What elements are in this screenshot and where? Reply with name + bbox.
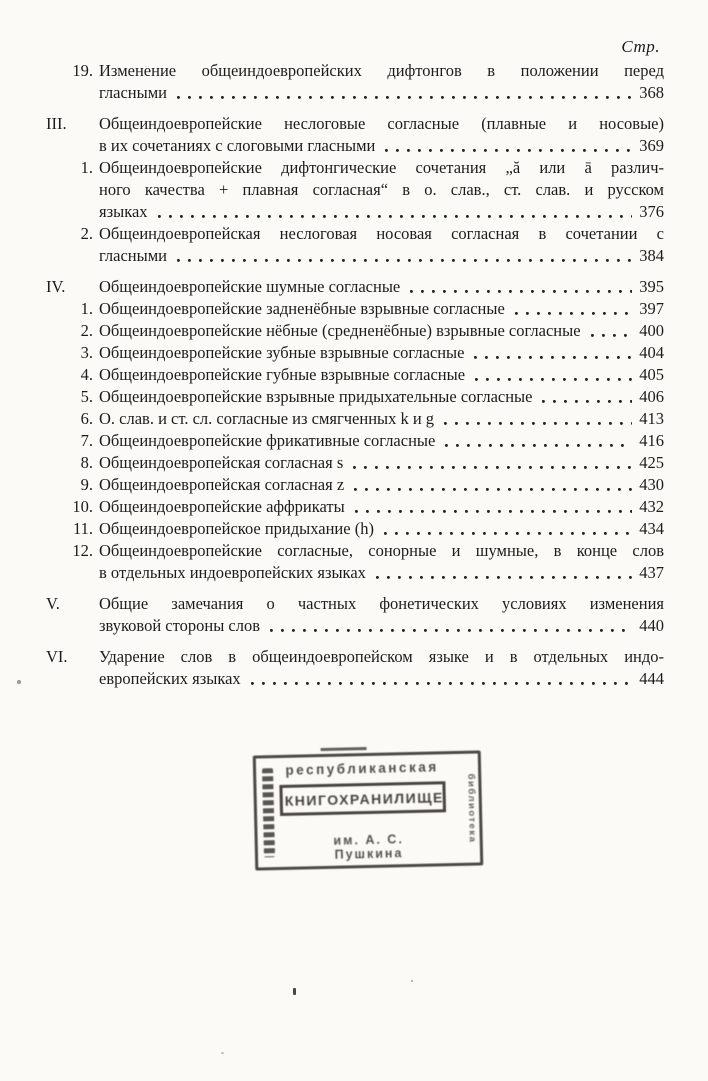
dot-leader bbox=[445, 430, 632, 452]
toc-entry-line-text: Общеиндоевропейские губные взрывные согласные bbox=[99, 365, 466, 384]
stamp-text-bottom: им. А. С. Пушкина bbox=[333, 832, 404, 862]
stamp-text-top: республиканская bbox=[285, 759, 439, 778]
toc-entry-line-text: Общеиндоевропейские зубные взрывные согласные bbox=[99, 343, 465, 362]
toc-entry bbox=[46, 452, 664, 474]
toc-entry-line: Общеиндоевропейские согласные, сонорные и шумные, в конце слов bbox=[99, 541, 664, 560]
toc-entry-number: 1. bbox=[80, 158, 93, 177]
toc-entry-number: 2. bbox=[80, 224, 93, 243]
toc-entry-page-number: 404 bbox=[639, 343, 664, 362]
page-column-header: Стр. bbox=[621, 37, 660, 56]
toc-entry-last-line bbox=[99, 518, 664, 540]
stamp-text-center: КНИГОХРАНИЛИЩЕ bbox=[279, 781, 446, 816]
toc-entry bbox=[46, 157, 664, 223]
toc-entry-page-number: 397 bbox=[639, 299, 664, 318]
toc-entry-text bbox=[99, 364, 664, 386]
toc-entry-line-text: О. слав. и ст. сл. согласные из смягченных k и g bbox=[99, 409, 435, 428]
toc-entry-number: 4. bbox=[80, 365, 93, 384]
toc-entry-line: Общеиндоевропейские неслоговые согласные (плавные и носовые) bbox=[99, 114, 664, 133]
ink-speck bbox=[411, 980, 413, 982]
toc-list bbox=[46, 60, 664, 690]
toc-entry-text bbox=[99, 540, 664, 584]
toc-entry-last-line bbox=[99, 386, 664, 408]
toc-entry-page-number: 369 bbox=[639, 136, 664, 155]
toc-entry-line-text: Общеиндоевропейские шумные согласные bbox=[99, 277, 401, 296]
toc-entry-last-line bbox=[99, 82, 664, 104]
toc-entry-text bbox=[99, 320, 664, 342]
toc-entry-page-number: 405 bbox=[639, 365, 664, 384]
toc-entry bbox=[46, 298, 664, 320]
toc-entry-number: III. bbox=[46, 114, 67, 133]
toc-entry-last-line bbox=[99, 364, 664, 386]
dot-leader bbox=[354, 474, 632, 496]
toc-entry bbox=[46, 342, 664, 364]
toc-entry-number: 7. bbox=[80, 431, 93, 450]
toc-entry-line-text: европейских языках bbox=[99, 669, 241, 688]
toc-entry-number: 19. bbox=[72, 61, 93, 80]
toc-entry bbox=[46, 60, 664, 104]
toc-entry-page-number: 368 bbox=[639, 83, 664, 102]
table-of-contents bbox=[46, 36, 664, 690]
toc-entry-last-line bbox=[99, 668, 664, 690]
toc-entry-line-text: гласными bbox=[99, 83, 167, 102]
ink-speck bbox=[221, 1052, 224, 1054]
toc-entry-text bbox=[99, 496, 664, 518]
toc-entry-last-line bbox=[99, 342, 664, 364]
ink-speck bbox=[293, 988, 296, 995]
dot-leader bbox=[177, 245, 632, 267]
toc-entry-text bbox=[99, 157, 664, 223]
toc-entry-text bbox=[99, 386, 664, 408]
toc-entry-line: Общеиндоевропейские дифтонгические сочетания „ă или ā различ- bbox=[99, 158, 664, 177]
toc-entry bbox=[46, 646, 664, 690]
toc-entry-last-line bbox=[99, 320, 664, 342]
dot-leader bbox=[353, 452, 632, 474]
toc-entry-line: Изменение общеиндоевропейских дифтонгов в положении перед bbox=[99, 61, 664, 80]
toc-entry-line-text: гласными bbox=[99, 246, 167, 265]
toc-entry-line-text: в отдельных индоевропейских языках bbox=[99, 563, 366, 582]
toc-entry bbox=[46, 276, 664, 298]
toc-entry-last-line bbox=[99, 452, 664, 474]
toc-entry-line-text: Общеиндоевропейская согласная s bbox=[99, 453, 344, 472]
toc-entry-text bbox=[99, 276, 664, 298]
toc-entry-text bbox=[99, 430, 664, 452]
dot-leader bbox=[158, 201, 633, 223]
toc-entry-page-number: 434 bbox=[639, 519, 664, 538]
dot-leader bbox=[177, 82, 632, 104]
toc-entry-page-number: 425 bbox=[639, 453, 664, 472]
toc-entry bbox=[46, 223, 664, 267]
toc-entry-page-number: 376 bbox=[639, 202, 664, 221]
dot-leader bbox=[475, 364, 632, 386]
toc-entry-line-text: в их сочетаниях с слоговыми гласными bbox=[99, 136, 376, 155]
toc-entry-line-text: Общеиндоевропейское придыхание (h) bbox=[99, 519, 374, 538]
toc-entry-line-text: звуковой стороны слов bbox=[99, 616, 261, 635]
toc-entry-line: Общеиндоевропейская неслоговая носовая согласная в сочетании с bbox=[99, 224, 664, 243]
toc-entry-line-text: Общеиндоевропейские аффрикаты bbox=[99, 497, 345, 516]
toc-entry-text bbox=[99, 342, 664, 364]
toc-entry-number: 5. bbox=[80, 387, 93, 406]
stamp-left-smudge bbox=[262, 768, 275, 857]
toc-entry-page-number: 395 bbox=[639, 277, 664, 296]
toc-entry-text bbox=[99, 593, 664, 637]
toc-entry bbox=[46, 408, 664, 430]
toc-entry-line: Ударение слов в общеиндоевропейском языке и в отдельных индо- bbox=[99, 647, 664, 666]
dot-leader bbox=[376, 562, 632, 584]
toc-entry-line-text: Общеиндоевропейские взрывные придыхательные согласные bbox=[99, 387, 533, 406]
toc-entry-number: V. bbox=[46, 594, 60, 613]
toc-entry-page-number: 416 bbox=[639, 431, 664, 450]
toc-entry bbox=[46, 474, 664, 496]
toc-entry-line-text: языках bbox=[99, 202, 148, 221]
toc-entry-last-line bbox=[99, 276, 664, 298]
toc-entry-last-line bbox=[99, 245, 664, 267]
toc-entry-last-line bbox=[99, 562, 664, 584]
toc-entry-text bbox=[99, 518, 664, 540]
toc-entry-text bbox=[99, 60, 664, 104]
toc-entry bbox=[46, 430, 664, 452]
toc-entry bbox=[46, 113, 664, 157]
toc-entry-text bbox=[99, 408, 664, 430]
dot-leader bbox=[474, 342, 632, 364]
stamp-ink-mark bbox=[321, 747, 367, 751]
toc-entry bbox=[46, 386, 664, 408]
toc-entry-number: 8. bbox=[80, 453, 93, 472]
toc-entry-number: IV. bbox=[46, 277, 66, 296]
toc-entry-text bbox=[99, 452, 664, 474]
toc-entry bbox=[46, 496, 664, 518]
dot-leader bbox=[542, 386, 632, 408]
dot-leader bbox=[270, 615, 632, 637]
dot-leader bbox=[385, 135, 632, 157]
toc-entry bbox=[46, 320, 664, 342]
toc-entry-line: Общие замечания о частных фонетических условиях изменения bbox=[99, 594, 664, 613]
toc-entry-number: 6. bbox=[80, 409, 93, 428]
toc-entry-page-number: 437 bbox=[639, 563, 664, 582]
toc-entry-last-line bbox=[99, 298, 664, 320]
toc-entry-page-number: 406 bbox=[639, 387, 664, 406]
toc-entry-page-number: 444 bbox=[639, 669, 664, 688]
toc-entry-last-line bbox=[99, 474, 664, 496]
toc-entry-line-text: Общеиндоевропейские фрикативные согласные bbox=[99, 431, 436, 450]
toc-entry-text bbox=[99, 298, 664, 320]
toc-entry-last-line bbox=[99, 615, 664, 637]
toc-entry-text bbox=[99, 113, 664, 157]
toc-entry-page-number: 430 bbox=[639, 475, 664, 494]
toc-entry-last-line bbox=[99, 201, 664, 223]
toc-entry bbox=[46, 364, 664, 386]
toc-entry-line-text: Общеиндоевропейская согласная z bbox=[99, 475, 345, 494]
ink-speck bbox=[17, 680, 21, 684]
toc-entry-text bbox=[99, 223, 664, 267]
stamp-text-right-vertical: библиотека bbox=[465, 773, 478, 844]
toc-entry-page-number: 400 bbox=[639, 321, 664, 340]
dot-leader bbox=[591, 320, 633, 342]
toc-entry-page-number: 413 bbox=[639, 409, 664, 428]
toc-entry-line-text: Общеиндоевропейские нёбные (средненёбные) взрывные согласные bbox=[99, 321, 581, 340]
toc-entry bbox=[46, 593, 664, 637]
toc-entry bbox=[46, 540, 664, 584]
toc-entry-last-line bbox=[99, 135, 664, 157]
toc-entry-number: 11. bbox=[72, 519, 93, 538]
dot-leader bbox=[515, 298, 632, 320]
dot-leader bbox=[444, 408, 632, 430]
dot-leader bbox=[355, 496, 633, 518]
toc-entry-page-number: 384 bbox=[639, 246, 664, 265]
toc-entry-text bbox=[99, 474, 664, 496]
dot-leader bbox=[384, 518, 632, 540]
toc-entry-number: 12. bbox=[72, 541, 93, 560]
toc-entry-number: 2. bbox=[80, 321, 93, 340]
toc-entry-line: ного качества + плавная согласная“ в о. слав., ст. слав. и русском bbox=[99, 180, 664, 199]
toc-entry-number: 3. bbox=[80, 343, 93, 362]
toc-entry-number: 1. bbox=[80, 299, 93, 318]
toc-entry bbox=[46, 518, 664, 540]
toc-entry-line-text: Общеиндоевропейские задненёбные взрывные согласные bbox=[99, 299, 505, 318]
toc-entry-last-line bbox=[99, 430, 664, 452]
toc-entry-number: VI. bbox=[46, 647, 68, 666]
toc-entry-last-line bbox=[99, 496, 664, 518]
toc-entry-last-line bbox=[99, 408, 664, 430]
library-stamp bbox=[251, 748, 486, 872]
toc-entry-text bbox=[99, 646, 664, 690]
dot-leader bbox=[410, 276, 632, 298]
dot-leader bbox=[251, 668, 633, 690]
toc-entry-page-number: 432 bbox=[639, 497, 664, 516]
toc-entry-page-number: 440 bbox=[639, 616, 664, 635]
toc-entry-number: 9. bbox=[80, 475, 93, 494]
toc-entry-number: 10. bbox=[72, 497, 93, 516]
